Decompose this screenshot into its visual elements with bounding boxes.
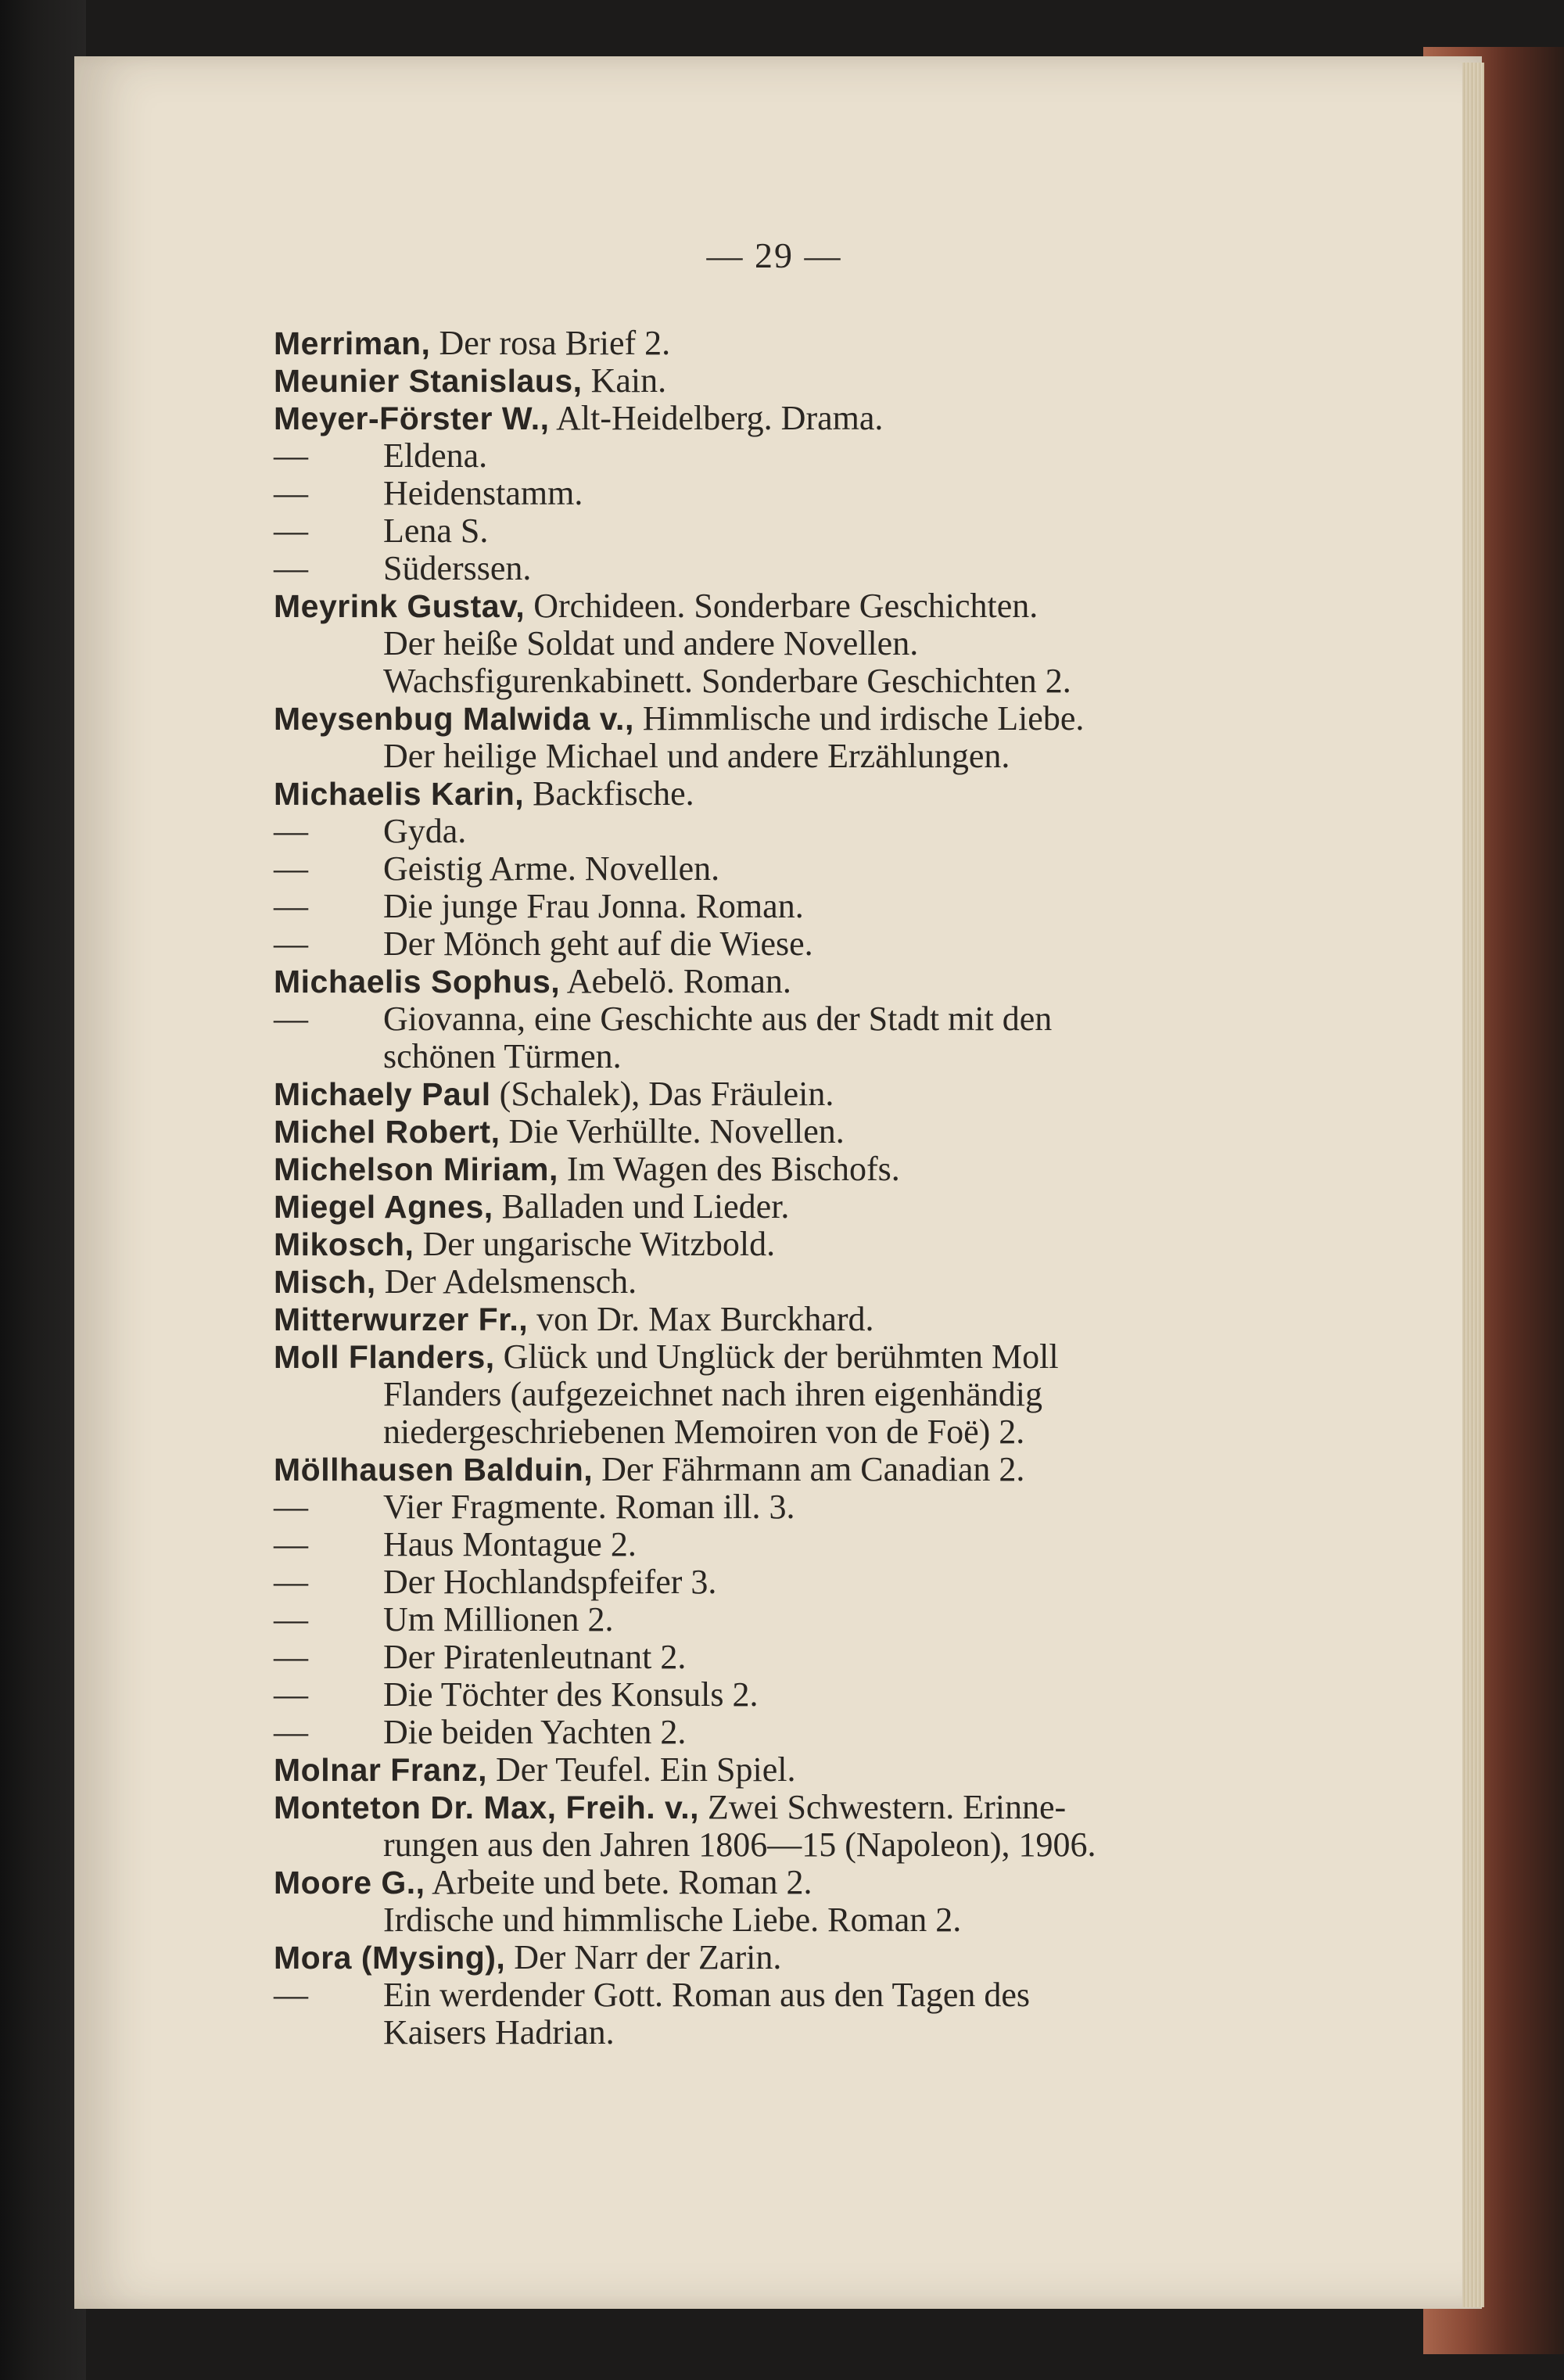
entry-title: Himmlische und irdische Liebe. bbox=[633, 699, 1085, 738]
entry-title: Um Millionen 2. bbox=[383, 1600, 614, 1639]
entry-title: Die beiden Yachten 2. bbox=[383, 1713, 687, 1751]
catalog-entry bbox=[274, 1901, 1322, 1939]
ditto-dash: — bbox=[274, 887, 308, 925]
catalog-entry bbox=[274, 1151, 1322, 1188]
catalog-entry bbox=[274, 1789, 1322, 1826]
entry-title: Balladen und Lieder. bbox=[493, 1187, 790, 1226]
entry-title: Backfische. bbox=[524, 774, 694, 813]
author-name: Möllhausen Balduin, bbox=[274, 1452, 594, 1488]
entry-title: Der Piratenleutnant 2. bbox=[383, 1638, 687, 1676]
entry-continuation: rungen aus den Jahren 1806—15 (Napoleon), 1906. bbox=[383, 1825, 1096, 1864]
entry-title: (Schalek), Das Fräulein. bbox=[490, 1075, 834, 1113]
author-name: Meyer-Förster W., bbox=[274, 400, 550, 436]
catalog-entry bbox=[274, 963, 1322, 1000]
entry-title: Der rosa Brief 2. bbox=[430, 324, 671, 362]
author-name: Merriman, bbox=[274, 325, 431, 361]
catalog-entry bbox=[274, 362, 1322, 400]
entry-title: Der Teufel. Ein Spiel. bbox=[487, 1750, 796, 1789]
ditto-dash: — bbox=[274, 1675, 308, 1714]
entry-title: Gyda. bbox=[383, 812, 467, 850]
catalog-entry bbox=[274, 1226, 1322, 1263]
catalog-entry bbox=[274, 925, 1322, 963]
entry-title: Alt-Heidelberg. Drama. bbox=[549, 399, 884, 437]
catalog-entry bbox=[274, 1526, 1322, 1563]
ditto-dash: — bbox=[274, 812, 308, 850]
ditto-dash: — bbox=[274, 1600, 308, 1639]
entry-title: Haus Montague 2. bbox=[383, 1525, 637, 1563]
catalog-entry bbox=[274, 813, 1322, 850]
catalog-entry bbox=[274, 437, 1322, 475]
catalog-entry bbox=[274, 1714, 1322, 1751]
catalog-entry bbox=[274, 1263, 1322, 1301]
author-name: Miegel Agnes, bbox=[274, 1189, 493, 1225]
entry-title: Heidenstamm. bbox=[383, 474, 583, 512]
ditto-dash: — bbox=[274, 1563, 308, 1601]
ditto-dash: — bbox=[274, 436, 308, 475]
entry-title: Eldena. bbox=[383, 436, 488, 475]
entry-continuation: Der heilige Michael und andere Erzählungen. bbox=[383, 737, 1010, 775]
catalog-entry bbox=[274, 325, 1322, 362]
catalog-entry bbox=[274, 1826, 1322, 1864]
entry-continuation: Flanders (aufgezeichnet nach ihren eigenhändig bbox=[383, 1375, 1042, 1413]
ditto-dash: — bbox=[274, 1488, 308, 1526]
entry-title: Der Mönch geht auf die Wiese. bbox=[383, 924, 813, 963]
catalog-entry bbox=[274, 1338, 1322, 1376]
author-name: Michaelis Karin, bbox=[274, 776, 525, 812]
book-page bbox=[74, 56, 1482, 2309]
entry-title: Der Adelsmensch. bbox=[375, 1262, 637, 1301]
catalog-entry bbox=[274, 850, 1322, 888]
author-name: Monteton Dr. Max, Freih. v., bbox=[274, 1789, 700, 1825]
catalog-entry bbox=[274, 1376, 1322, 1413]
catalog-entry bbox=[274, 1939, 1322, 1976]
catalog-entry bbox=[274, 1113, 1322, 1151]
catalog-entry bbox=[274, 2014, 1322, 2052]
entry-title: Geistig Arme. Novellen. bbox=[383, 849, 720, 888]
entry-title: von Dr. Max Burckhard. bbox=[528, 1300, 874, 1338]
ditto-dash: — bbox=[274, 549, 308, 587]
entry-title: Glück und Unglück der berühmten Moll bbox=[494, 1337, 1059, 1376]
catalog-entry bbox=[274, 400, 1322, 437]
ditto-dash: — bbox=[274, 474, 308, 512]
author-name: Michaely Paul bbox=[274, 1076, 491, 1112]
catalog-entry bbox=[274, 700, 1322, 738]
catalog-entry bbox=[274, 512, 1322, 550]
catalog-entry bbox=[274, 1075, 1322, 1113]
catalog-entry bbox=[274, 1976, 1322, 2014]
entry-title: Der Fährmann am Canadian 2. bbox=[593, 1450, 1025, 1488]
catalog-entry bbox=[274, 888, 1322, 925]
catalog-entry bbox=[274, 1563, 1322, 1601]
author-name: Misch, bbox=[274, 1264, 376, 1300]
catalog-entry bbox=[274, 1188, 1322, 1226]
entry-continuation: Wachsfigurenkabinett. Sonderbare Geschichten 2. bbox=[383, 662, 1071, 700]
entry-title: Zwei Schwestern. Erinne- bbox=[699, 1788, 1067, 1826]
page-edges bbox=[1462, 63, 1484, 2307]
catalog-entries bbox=[274, 325, 1322, 2052]
ditto-dash: — bbox=[274, 1000, 308, 1038]
ditto-dash: — bbox=[274, 924, 308, 963]
catalog-entry bbox=[274, 662, 1322, 700]
ditto-dash: — bbox=[274, 1525, 308, 1563]
entry-title: Der Narr der Zarin. bbox=[505, 1938, 782, 1976]
entry-title: Kain. bbox=[582, 361, 667, 400]
catalog-entry bbox=[274, 475, 1322, 512]
catalog-entry bbox=[274, 1413, 1322, 1451]
catalog-entry bbox=[274, 775, 1322, 813]
catalog-entry bbox=[274, 738, 1322, 775]
entry-title: Die Töchter des Konsuls 2. bbox=[383, 1675, 759, 1714]
entry-title: Aebelö. Roman. bbox=[560, 962, 791, 1000]
author-name: Moll Flanders, bbox=[274, 1339, 495, 1375]
ditto-dash: — bbox=[274, 1713, 308, 1751]
catalog-entry bbox=[274, 550, 1322, 587]
catalog-entry bbox=[274, 1000, 1322, 1038]
entry-continuation: Irdische und himmlische Liebe. Roman 2. bbox=[383, 1901, 962, 1939]
entry-continuation: Kaisers Hadrian. bbox=[383, 2013, 615, 2052]
entry-title: Ein werdender Gott. Roman aus den Tagen des bbox=[383, 1976, 1030, 2014]
catalog-entry bbox=[274, 1676, 1322, 1714]
catalog-entry bbox=[274, 1488, 1322, 1526]
ditto-dash: — bbox=[274, 1976, 308, 2014]
author-name: Moore G., bbox=[274, 1865, 425, 1901]
author-name: Mora (Mysing), bbox=[274, 1940, 506, 1976]
entry-title: Der ungarische Witzbold. bbox=[414, 1225, 776, 1263]
entry-title: Lena S. bbox=[383, 512, 489, 550]
author-name: Meyrink Gustav, bbox=[274, 588, 526, 624]
entry-title: Süderssen. bbox=[383, 549, 532, 587]
catalog-entry bbox=[274, 587, 1322, 625]
catalog-entry bbox=[274, 1864, 1322, 1901]
entry-title: Die Verhüllte. Novellen. bbox=[500, 1112, 845, 1151]
catalog-entry bbox=[274, 1751, 1322, 1789]
author-name: Michaelis Sophus, bbox=[274, 964, 561, 1000]
ditto-dash: — bbox=[274, 1638, 308, 1676]
author-name: Meysenbug Malwida v., bbox=[274, 701, 634, 737]
ditto-dash: — bbox=[274, 849, 308, 888]
page-number: — 29 — bbox=[706, 235, 842, 275]
ditto-dash: — bbox=[274, 512, 308, 550]
author-name: Molnar Franz, bbox=[274, 1752, 488, 1788]
entry-title: Der Hochlandspfeifer 3. bbox=[383, 1563, 717, 1601]
entry-title: Vier Fragmente. Roman ill. 3. bbox=[383, 1488, 795, 1526]
entry-title: Die junge Frau Jonna. Roman. bbox=[383, 887, 804, 925]
author-name: Mikosch, bbox=[274, 1226, 414, 1262]
catalog-entry bbox=[274, 1038, 1322, 1075]
entry-title: Giovanna, eine Geschichte aus der Stadt mit den bbox=[383, 1000, 1053, 1038]
entry-continuation: Der heiße Soldat und andere Novellen. bbox=[383, 624, 919, 662]
catalog-entry bbox=[274, 625, 1322, 662]
catalog-entry bbox=[274, 1639, 1322, 1676]
entry-title: Im Wagen des Bischofs. bbox=[558, 1150, 900, 1188]
entry-title: Orchideen. Sonderbare Geschichten. bbox=[525, 587, 1038, 625]
author-name: Michel Robert, bbox=[274, 1114, 500, 1150]
catalog-entry bbox=[274, 1601, 1322, 1639]
author-name: Meunier Stanislaus, bbox=[274, 363, 583, 399]
catalog-entry bbox=[274, 1451, 1322, 1488]
book-binding-left bbox=[0, 0, 86, 2380]
entry-continuation: niedergeschriebenen Memoiren von de Foë) 2. bbox=[383, 1413, 1025, 1451]
author-name: Michelson Miriam, bbox=[274, 1151, 558, 1187]
catalog-entry bbox=[274, 1301, 1322, 1338]
entry-continuation: schönen Türmen. bbox=[383, 1037, 622, 1075]
author-name: Mitterwurzer Fr., bbox=[274, 1301, 529, 1337]
entry-title: Arbeite und bete. Roman 2. bbox=[425, 1863, 812, 1901]
